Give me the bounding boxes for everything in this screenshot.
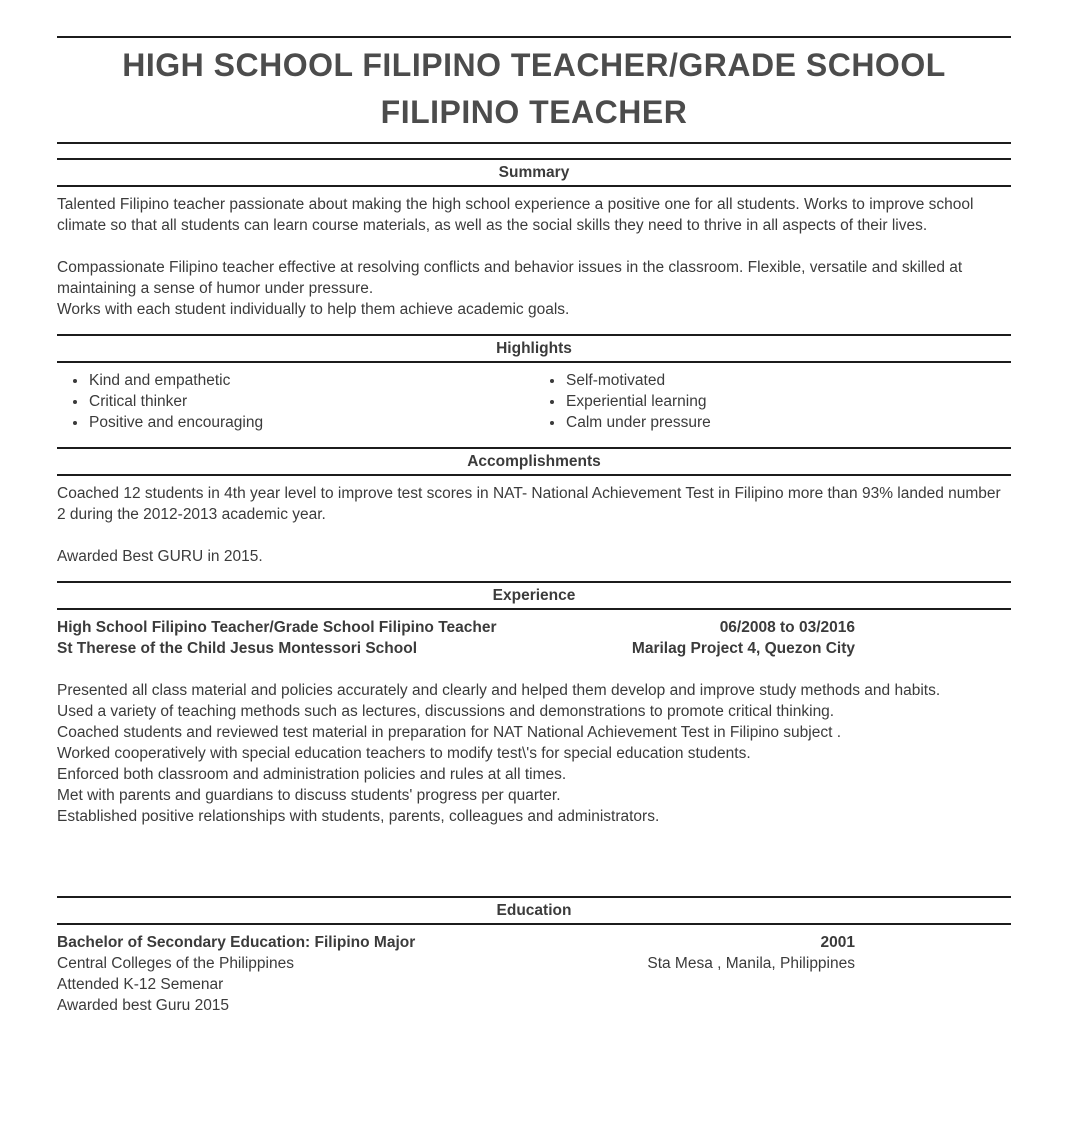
summary-heading: Summary [498, 164, 570, 181]
experience-header [57, 581, 1011, 610]
summary-header [57, 158, 1011, 187]
employer-name: St Therese of the Child Jesus Montessori School [57, 640, 418, 657]
summary-paragraph: Talented Filipino teacher passionate about making the high school experience a positive one for all students. Works to improve school climate so that all students can learn course materials, as well as the social skills they need to thrive in all aspects of their lives. [57, 196, 974, 234]
summary-body [57, 187, 1011, 320]
duty-item: Worked cooperatively with special education teachers to modify test\'s for special education students. [57, 745, 751, 762]
accomplishments-body [57, 476, 1011, 567]
highlight-item: • Critical thinker [88, 391, 534, 412]
graduation-year: 2001 [820, 934, 855, 951]
highlights-columns [57, 370, 1011, 433]
education-header [57, 896, 1011, 925]
job-dates: 06/2008 to 03/2016 [719, 619, 855, 636]
resume-title: HIGH SCHOOL FILIPINO TEACHER/GRADE SCHOOL FILIPINO TEACHER [122, 47, 946, 130]
spacer [57, 525, 1011, 546]
title-bottom-divider [57, 142, 1011, 144]
duty-item: Presented all class material and policies accurately and clearly and helped them develop and improve study methods and habits. [57, 682, 941, 699]
highlight-item: • Experiential learning [565, 391, 1011, 412]
highlights-header [57, 334, 1011, 363]
employer-location: Marilag Project 4, Quezon City [631, 640, 855, 657]
highlights-column-left [57, 370, 534, 433]
spacer [57, 827, 1011, 882]
highlights-column-right [534, 370, 1011, 433]
education-body [57, 925, 1011, 1016]
education-heading: Education [496, 902, 572, 919]
education-note: Awarded best Guru 2015 [57, 997, 230, 1014]
accomplishment-paragraph: Awarded Best GURU in 2015. [57, 548, 263, 565]
experience-employer-row [57, 638, 1011, 659]
highlight-item: • Self-motivated [565, 370, 1011, 391]
highlights-heading: Highlights [496, 340, 572, 357]
spacer [57, 659, 1011, 680]
degree-name: Bachelor of Secondary Education: Filipino Major [57, 934, 416, 951]
job-title: High School Filipino Teacher/Grade School Filipino Teacher [57, 619, 497, 636]
duty-item: Coached students and reviewed test material in preparation for NAT National Achievement Test in Filipino subject . [57, 724, 842, 741]
education-note: Attended K-12 Semenar [57, 976, 224, 993]
accomplishments-heading: Accomplishments [467, 453, 601, 470]
highlights-body [57, 363, 1011, 433]
school-name: Central Colleges of the Philippines [57, 955, 294, 972]
highlights-list-right [534, 370, 1011, 433]
highlight-item: • Kind and empathetic [88, 370, 534, 391]
spacer [57, 236, 1011, 257]
experience-body [57, 610, 1011, 882]
experience-heading: Experience [492, 587, 576, 604]
highlights-list-left [57, 370, 534, 433]
highlight-item: • Calm under pressure [565, 412, 1011, 433]
duty-item: Established positive relationships with students, parents, colleagues and administrators. [57, 808, 660, 825]
summary-paragraph: Works with each student individually to help them achieve academic goals. [57, 301, 570, 318]
duty-item: Enforced both classroom and administration policies and rules at all times. [57, 766, 567, 783]
school-location: Sta Mesa , Manila, Philippines [647, 955, 855, 972]
summary-paragraph: Compassionate Filipino teacher effective at resolving conflicts and behavior issues in the classroom. Flexible, versatile and skilled at maintaining a sense of humor under pressure. [57, 259, 963, 297]
education-degree-row [57, 932, 1011, 953]
highlight-item: • Positive and encouraging [88, 412, 534, 433]
duty-item: Met with parents and guardians to discuss students' progress per quarter. [57, 787, 561, 804]
education-school-row [57, 953, 1011, 974]
experience-title-row [57, 617, 1011, 638]
accomplishment-paragraph: Coached 12 students in 4th year level to improve test scores in NAT- National Achievement Test in Filipino more than 93% landed number 2 during the 2012-2013 academic year. [57, 485, 1001, 523]
accomplishments-header [57, 447, 1011, 476]
duty-item: Used a variety of teaching methods such as lectures, discussions and demonstrations to promote critical thinking. [57, 703, 835, 720]
